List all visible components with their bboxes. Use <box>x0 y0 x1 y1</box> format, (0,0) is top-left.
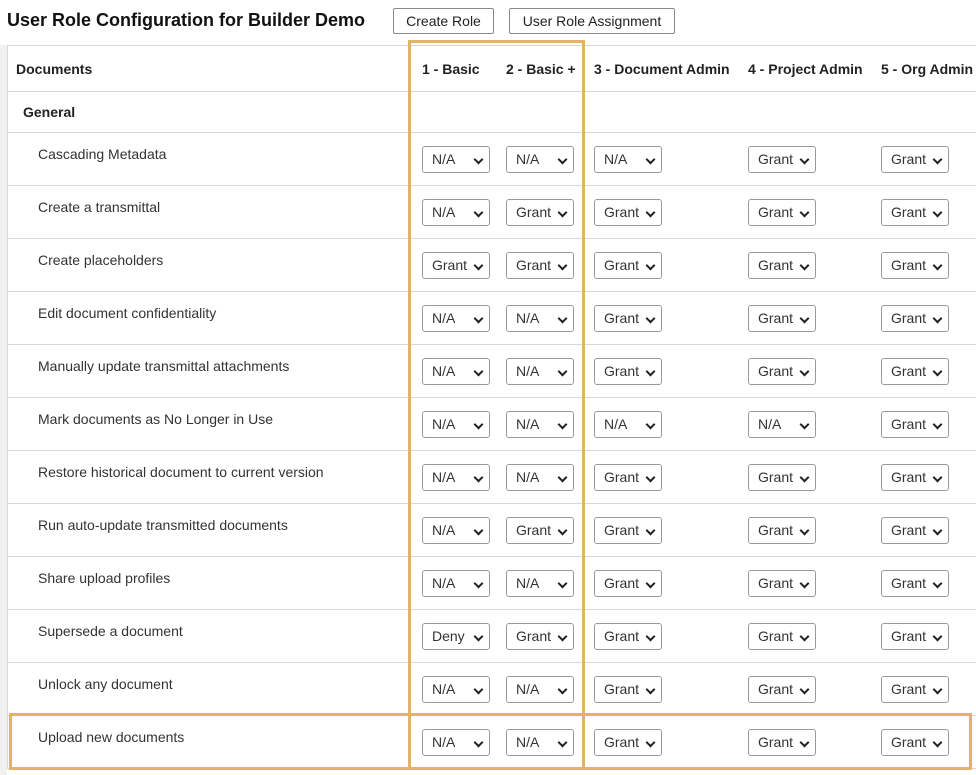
permission-select-document-admin[interactable] <box>594 146 662 173</box>
select-value: Grant <box>758 363 794 379</box>
select-value: Grant <box>891 363 927 379</box>
select-value: Grant <box>604 522 640 538</box>
select-value: N/A <box>432 416 456 432</box>
select-value: Grant <box>604 575 640 591</box>
table-row <box>8 716 976 769</box>
select-value: N/A <box>516 151 540 167</box>
select-value: N/A <box>516 734 540 750</box>
select-value: Deny <box>432 628 465 644</box>
permission-label: Restore historical document to current version <box>38 464 324 480</box>
permission-label: Unlock any document <box>38 676 173 692</box>
permission-select-document-admin[interactable] <box>594 358 662 385</box>
select-value: Grant <box>604 734 640 750</box>
select-value: N/A <box>432 204 456 220</box>
chevron-down-icon <box>474 367 484 377</box>
chevron-down-icon <box>933 473 943 483</box>
select-value: Grant <box>891 257 927 273</box>
select-value: Grant <box>758 469 794 485</box>
permission-select-document-admin[interactable] <box>594 623 662 650</box>
select-value: Grant <box>891 628 927 644</box>
permission-select-org-admin[interactable] <box>881 411 949 438</box>
permission-select-basic[interactable] <box>422 517 490 544</box>
chevron-down-icon <box>800 367 810 377</box>
permission-label: Run auto-update transmitted documents <box>38 517 288 533</box>
select-value: Grant <box>604 363 640 379</box>
chevron-down-icon <box>800 579 810 589</box>
select-value: Grant <box>604 310 640 326</box>
column-header-project-admin: 4 - Project Admin <box>748 61 863 77</box>
select-value: Grant <box>516 257 552 273</box>
select-value: Grant <box>758 257 794 273</box>
permission-select-project-admin[interactable] <box>748 199 816 226</box>
permission-select-basic-plus[interactable] <box>506 199 574 226</box>
permission-select-project-admin[interactable] <box>748 358 816 385</box>
page-title: User Role Configuration for Builder Demo <box>7 10 366 30</box>
chevron-down-icon <box>558 632 568 642</box>
select-value: Grant <box>516 522 552 538</box>
chevron-down-icon <box>646 579 656 589</box>
chevron-down-icon <box>474 632 484 642</box>
column-header-basic-plus: 2 - Basic + <box>506 61 576 77</box>
select-value: Grant <box>891 734 927 750</box>
chevron-down-icon <box>474 208 484 218</box>
chevron-down-icon <box>933 420 943 430</box>
permission-select-project-admin[interactable] <box>748 464 816 491</box>
select-value: Grant <box>604 628 640 644</box>
permission-select-basic[interactable] <box>422 199 490 226</box>
chevron-down-icon <box>558 155 568 165</box>
permission-select-project-admin[interactable] <box>748 305 816 332</box>
chevron-down-icon <box>800 420 810 430</box>
permission-select-document-admin[interactable] <box>594 676 662 703</box>
select-value: N/A <box>604 151 628 167</box>
column-header-basic: 1 - Basic <box>422 61 480 77</box>
chevron-down-icon <box>558 367 568 377</box>
select-value: Grant <box>891 681 927 697</box>
select-value: N/A <box>604 416 628 432</box>
permission-select-basic[interactable] <box>422 729 490 756</box>
select-value: Grant <box>758 681 794 697</box>
select-value: Grant <box>891 151 927 167</box>
permission-select-project-admin[interactable] <box>748 252 816 279</box>
chevron-down-icon <box>474 738 484 748</box>
chevron-down-icon <box>558 685 568 695</box>
chevron-down-icon <box>474 685 484 695</box>
select-value: Grant <box>891 416 927 432</box>
permission-select-basic[interactable] <box>422 464 490 491</box>
select-value: Grant <box>891 522 927 538</box>
chevron-down-icon <box>558 208 568 218</box>
permission-select-org-admin[interactable] <box>881 623 949 650</box>
permission-select-project-admin[interactable] <box>748 623 816 650</box>
table-row <box>8 663 976 716</box>
chevron-down-icon <box>558 261 568 271</box>
chevron-down-icon <box>646 473 656 483</box>
permission-select-basic[interactable] <box>422 411 490 438</box>
chevron-down-icon <box>933 261 943 271</box>
table-row <box>8 292 976 345</box>
select-value: N/A <box>432 681 456 697</box>
select-value: N/A <box>516 469 540 485</box>
permission-select-project-admin[interactable] <box>748 411 816 438</box>
permission-rows <box>8 133 976 769</box>
permission-select-document-admin[interactable] <box>594 570 662 597</box>
section-header-documents: Documents <box>16 61 93 77</box>
chevron-down-icon <box>474 579 484 589</box>
chevron-down-icon <box>558 473 568 483</box>
select-value: Grant <box>604 204 640 220</box>
permission-label: Cascading Metadata <box>38 146 167 162</box>
table-row <box>8 504 976 557</box>
chevron-down-icon <box>646 155 656 165</box>
chevron-down-icon <box>646 738 656 748</box>
create-role-button[interactable]: Create Role <box>393 8 494 34</box>
permission-select-project-admin[interactable] <box>748 676 816 703</box>
select-value: N/A <box>432 363 456 379</box>
table-row <box>8 451 976 504</box>
column-header-org-admin: 5 - Org Admin <box>881 61 974 77</box>
chevron-down-icon <box>646 526 656 536</box>
permission-select-basic[interactable] <box>422 146 490 173</box>
chevron-down-icon <box>558 314 568 324</box>
group-row-general <box>8 92 976 133</box>
permission-select-project-admin[interactable] <box>748 517 816 544</box>
select-value: Grant <box>516 204 552 220</box>
permission-select-document-admin[interactable] <box>594 305 662 332</box>
select-value: Grant <box>604 257 640 273</box>
permission-select-basic-plus[interactable] <box>506 676 574 703</box>
chevron-down-icon <box>800 473 810 483</box>
select-value: N/A <box>516 310 540 326</box>
chevron-down-icon <box>646 208 656 218</box>
permission-select-org-admin[interactable] <box>881 676 949 703</box>
permission-select-document-admin[interactable] <box>594 411 662 438</box>
chevron-down-icon <box>558 738 568 748</box>
permission-label: Upload new documents <box>38 729 185 745</box>
select-value: N/A <box>432 310 456 326</box>
chevron-down-icon <box>933 208 943 218</box>
select-value: N/A <box>516 575 540 591</box>
permission-select-org-admin[interactable] <box>881 358 949 385</box>
chevron-down-icon <box>474 155 484 165</box>
chevron-down-icon <box>474 314 484 324</box>
select-value: Grant <box>891 469 927 485</box>
permission-select-org-admin[interactable] <box>881 729 949 756</box>
chevron-down-icon <box>933 632 943 642</box>
table-row <box>8 557 976 610</box>
chevron-down-icon <box>558 420 568 430</box>
chevron-down-icon <box>646 367 656 377</box>
chevron-down-icon <box>933 579 943 589</box>
permission-select-org-admin[interactable] <box>881 464 949 491</box>
select-value: N/A <box>432 522 456 538</box>
permission-select-basic-plus[interactable] <box>506 252 574 279</box>
user-role-assignment-button[interactable]: User Role Assignment <box>509 8 675 34</box>
table-header-row <box>8 46 976 92</box>
permission-select-project-admin[interactable] <box>748 570 816 597</box>
permission-select-document-admin[interactable] <box>594 517 662 544</box>
permission-select-basic[interactable] <box>422 676 490 703</box>
select-value: N/A <box>516 416 540 432</box>
permission-select-document-admin[interactable] <box>594 464 662 491</box>
chevron-down-icon <box>558 579 568 589</box>
chevron-down-icon <box>933 367 943 377</box>
chevron-down-icon <box>933 155 943 165</box>
permission-select-document-admin[interactable] <box>594 252 662 279</box>
permission-label: Supersede a document <box>38 623 183 639</box>
permission-label: Create a transmittal <box>38 199 161 215</box>
permission-label: Share upload profiles <box>38 570 171 586</box>
select-value: Grant <box>758 204 794 220</box>
chevron-down-icon <box>646 685 656 695</box>
permission-select-org-admin[interactable] <box>881 199 949 226</box>
chevron-down-icon <box>558 526 568 536</box>
table-row <box>8 345 976 398</box>
permission-select-basic[interactable] <box>422 252 490 279</box>
permission-select-basic-plus[interactable] <box>506 305 574 332</box>
chevron-down-icon <box>800 155 810 165</box>
permission-select-basic-plus[interactable] <box>506 146 574 173</box>
permission-select-basic[interactable] <box>422 570 490 597</box>
permission-label: Edit document confidentiality <box>38 305 217 321</box>
chevron-down-icon <box>646 632 656 642</box>
permission-select-basic-plus[interactable] <box>506 623 574 650</box>
select-value: Grant <box>758 151 794 167</box>
chevron-down-icon <box>800 632 810 642</box>
select-value: Grant <box>758 734 794 750</box>
chevron-down-icon <box>933 526 943 536</box>
select-value: N/A <box>516 681 540 697</box>
chevron-down-icon <box>800 526 810 536</box>
permission-select-org-admin[interactable] <box>881 305 949 332</box>
chevron-down-icon <box>933 685 943 695</box>
table-row <box>8 186 976 239</box>
table-row <box>8 398 976 451</box>
permission-select-basic-plus[interactable] <box>506 729 574 756</box>
permission-select-basic[interactable] <box>422 623 490 650</box>
permission-select-basic-plus[interactable] <box>506 411 574 438</box>
permission-select-basic[interactable] <box>422 358 490 385</box>
chevron-down-icon <box>800 314 810 324</box>
permission-select-document-admin[interactable] <box>594 729 662 756</box>
select-value: N/A <box>432 734 456 750</box>
chevron-down-icon <box>800 685 810 695</box>
chevron-down-icon <box>933 314 943 324</box>
select-value: N/A <box>432 575 456 591</box>
permission-select-project-admin[interactable] <box>748 729 816 756</box>
column-header-document-admin: 3 - Document Admin <box>594 61 730 77</box>
select-value: Grant <box>604 681 640 697</box>
chevron-down-icon <box>474 526 484 536</box>
permission-select-org-admin[interactable] <box>881 517 949 544</box>
chevron-down-icon <box>474 473 484 483</box>
select-value: Grant <box>758 522 794 538</box>
select-value: Grant <box>604 469 640 485</box>
permission-select-org-admin[interactable] <box>881 570 949 597</box>
group-label: General <box>23 104 76 120</box>
permissions-table <box>7 45 976 769</box>
select-value: Grant <box>758 310 794 326</box>
chevron-down-icon <box>800 738 810 748</box>
permission-select-project-admin[interactable] <box>748 146 816 173</box>
select-value: N/A <box>432 469 456 485</box>
chevron-down-icon <box>646 420 656 430</box>
select-value: N/A <box>758 416 782 432</box>
permission-select-document-admin[interactable] <box>594 199 662 226</box>
left-rail <box>0 45 7 775</box>
chevron-down-icon <box>800 261 810 271</box>
permission-select-basic-plus[interactable] <box>506 358 574 385</box>
select-value: N/A <box>516 363 540 379</box>
chevron-down-icon <box>474 420 484 430</box>
chevron-down-icon <box>646 261 656 271</box>
permission-select-org-admin[interactable] <box>881 252 949 279</box>
select-value: Grant <box>891 204 927 220</box>
permission-label: Manually update transmittal attachments <box>38 358 290 374</box>
permission-select-basic-plus[interactable] <box>506 464 574 491</box>
permission-select-org-admin[interactable] <box>881 146 949 173</box>
permission-select-basic[interactable] <box>422 305 490 332</box>
select-value: Grant <box>516 628 552 644</box>
table-row <box>8 133 976 186</box>
table-row <box>8 239 976 292</box>
permission-select-basic-plus[interactable] <box>506 570 574 597</box>
select-value: Grant <box>758 575 794 591</box>
select-value: Grant <box>758 628 794 644</box>
permission-label: Mark documents as No Longer in Use <box>38 411 273 427</box>
permission-select-basic-plus[interactable] <box>506 517 574 544</box>
select-value: N/A <box>432 151 456 167</box>
chevron-down-icon <box>646 314 656 324</box>
chevron-down-icon <box>800 208 810 218</box>
permission-label: Create placeholders <box>38 252 164 268</box>
select-value: Grant <box>891 575 927 591</box>
table-row <box>8 610 976 663</box>
chevron-down-icon <box>474 261 484 271</box>
select-value: Grant <box>432 257 468 273</box>
chevron-down-icon <box>933 738 943 748</box>
select-value: Grant <box>891 310 927 326</box>
